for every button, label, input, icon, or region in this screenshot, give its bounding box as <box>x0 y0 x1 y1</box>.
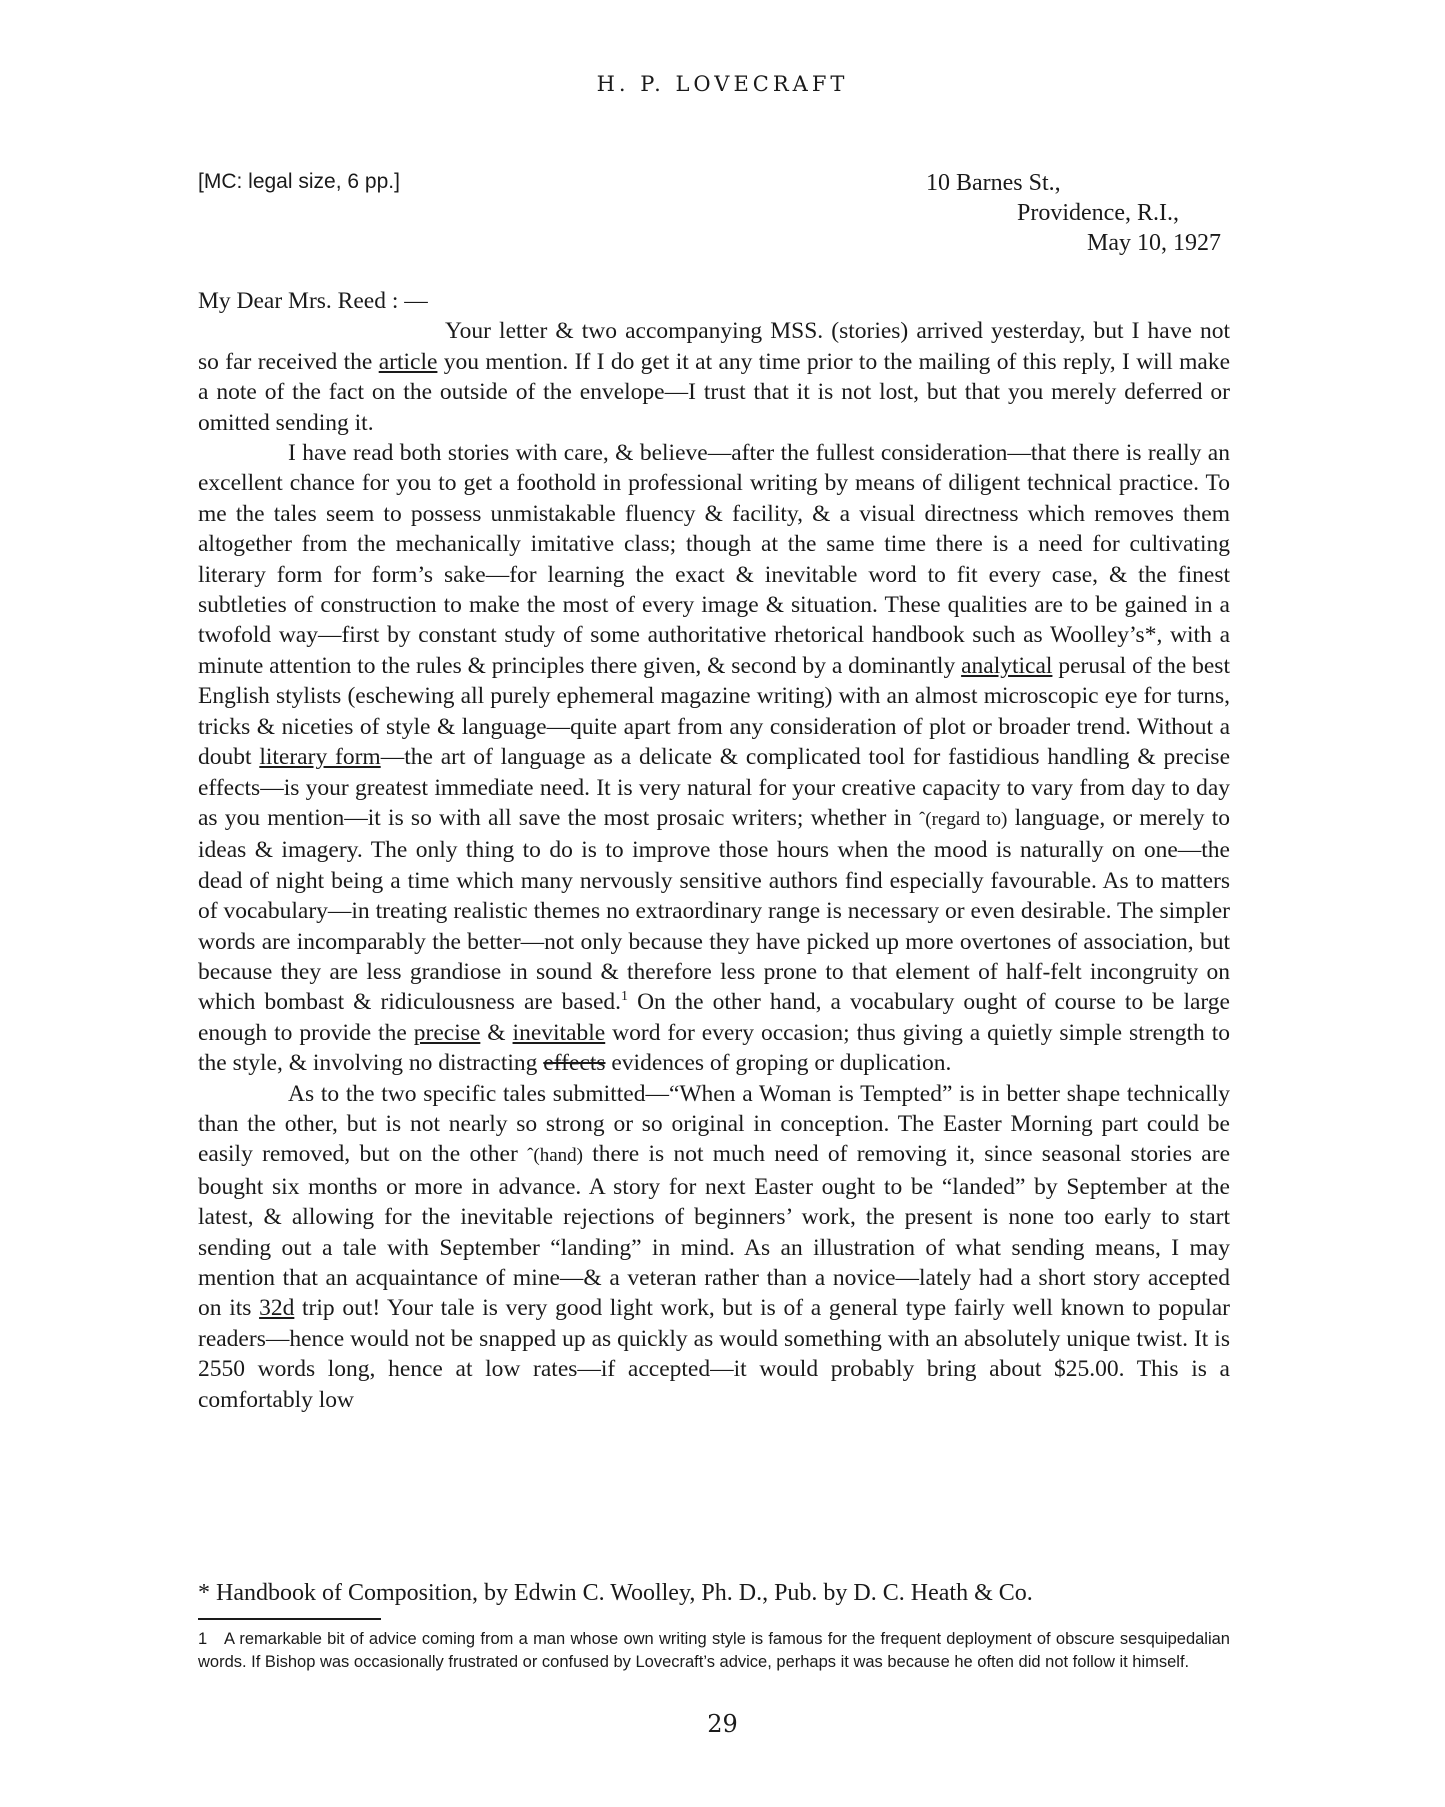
footnote <box>198 1628 1230 1674</box>
letter-date: May 10, 1927 <box>1087 230 1221 256</box>
footnote-reference: 1 <box>621 989 629 1005</box>
footnote-text: A remarkable bit of advice coming from a man whose own writing style is famous for the frequent deployment of obscure sesquipedalian words. If Bishop was occasionally frustrated or confused by Lovecraft’s advice, perhaps it was because he often did not follow it himself. <box>198 1630 1230 1671</box>
underlined-word: analytical <box>961 652 1053 679</box>
text-run: On the other hand, a vocabulary ought of course to be large enough to provide the <box>198 989 1230 1046</box>
struck-word: effects <box>543 1050 606 1077</box>
underlined-word: precise <box>413 1019 481 1046</box>
underlined-word: article <box>378 348 438 375</box>
underlined-word: 32d <box>259 1295 295 1322</box>
address-city: Providence, R.I., <box>1017 200 1179 226</box>
address-street: 10 Barnes St., <box>926 170 1061 196</box>
text-run: I have read both stories with care, & believe—after the fullest consideration—that there is really an excellent chance for you to get a foothold in professional writing by means of diligent technical practice. To me the tales seem to possess unmistakable fluency & facility, & a visual directness which removes them altogether from the mechanically imitative class; though at the same time there is a need for cultivating literary form for form’s sake—for learning the exact & inevitable word to fit every case, & the finest subtleties of construction to make the most of every image & situation. These qualities are to be gained in a twofold way—first by constant study of some authoritative rhetorical handbook such as Woolley’s*, with a minute attention to the rules & principles there given, & second by a dominantly <box>198 440 1230 679</box>
text-run: word for every occasion; thus giving a quietly simple strength to the style, & involving no distracting <box>198 1019 1230 1077</box>
underlined-word: inevitable <box>512 1019 606 1046</box>
text-run: language, or merely to ideas & imagery. The only thing to do is to improve those hours when the mood is naturally on one—the dead of night being a time which many nervously sensitive authors find especially favourable. As to matters of vocabulary—in treating realistic themes no extraordinary range is necessary or even desirable. The simpler words are incomparably the better—not only because they have picked up more overtones of association, but because they are less grandiose in sound & therefore less prone to that element of half-felt incongruity on which bombast & ridiculousness are based. <box>198 804 1230 1016</box>
text-run: you mention. If I do get it at any time prior to the mailing of this reply, I will make a note of the fact on the outside of the envelope—I trust that it is not lost, but that you merely deferred or omitted sending it. <box>198 348 1231 436</box>
running-head: H. P. LOVECRAFT <box>596 72 849 96</box>
manuscript-note: [MC: legal size, 6 pp.] <box>198 170 400 193</box>
text-run: perusal of the best English stylists (eschewing all purely ephemeral magazine writing) with an almost microscopic eye for turns, tricks & niceties of style & language—quite apart from any consideration of plot or broader trend. Without a doubt <box>198 652 1230 771</box>
salutation: My Dear Mrs. Reed : — <box>198 288 428 314</box>
text-run: Your letter & two accompanying MSS. (stories) arrived yesterday, but I have not so far received the <box>198 318 1230 375</box>
paragraph-3 <box>198 1079 1230 1415</box>
letter-address-block <box>198 168 1230 258</box>
asterisk-note: * Handbook of Composition, by Edwin C. Woolley, Ph. D., Pub. by D. C. Heath & Co. <box>198 1580 1033 1606</box>
text-run: As to the two specific tales submitted—“When a Woman is Tempted” is in better shape technically than the other, but is not nearly so strong or so original in conception. The Easter Morning part could be easily removed, but on the other <box>198 1080 1230 1168</box>
caret-insertion: ˆ(regard to) <box>918 808 1008 830</box>
paragraph-1 <box>198 316 1230 438</box>
text-run: evidences of groping or duplication. <box>605 1050 952 1077</box>
letter-body <box>198 286 1230 1415</box>
text-run: & <box>480 1019 513 1046</box>
footnote-divider <box>198 1618 381 1620</box>
footnote-number: 1 <box>198 1630 208 1648</box>
caret-insertion: ˆ(hand) <box>527 1145 583 1167</box>
text-run: there is not much need of removing it, since seasonal stories are bought six months or more in advance. A story for next Easter ought to be “landed” by September at the latest, & allowing for the inevitable rejections of beginners’ work, the present is none too early to start sending out a tale with September “landing” in mind. As an illustration of what sending means, I may mention that an acquaintance of mine—& a veteran rather than a novice—lately had a short story accepted on its <box>198 1141 1230 1322</box>
underlined-word: literary form <box>259 744 381 771</box>
text-run: —the art of language as a delicate & complicated tool for fastidious handling & precise effects—is your greatest immediate need. It is very natural for your creative capacity to vary from day to day as you mention—it is so with all save the most prosaic writers; whether in <box>198 744 1230 831</box>
paragraph-2 <box>198 438 1230 1079</box>
page-number: 29 <box>707 1710 738 1738</box>
text-run: trip out! Your tale is very good light work, but is of a general type fairly well known to popular readers—hence would not be snapped up as quickly as would something with an absolutely unique twist. It is 2550 words long, hence at low rates—if accepted—it would probably bring about $25.00. This is a comfortably low <box>198 1295 1230 1413</box>
